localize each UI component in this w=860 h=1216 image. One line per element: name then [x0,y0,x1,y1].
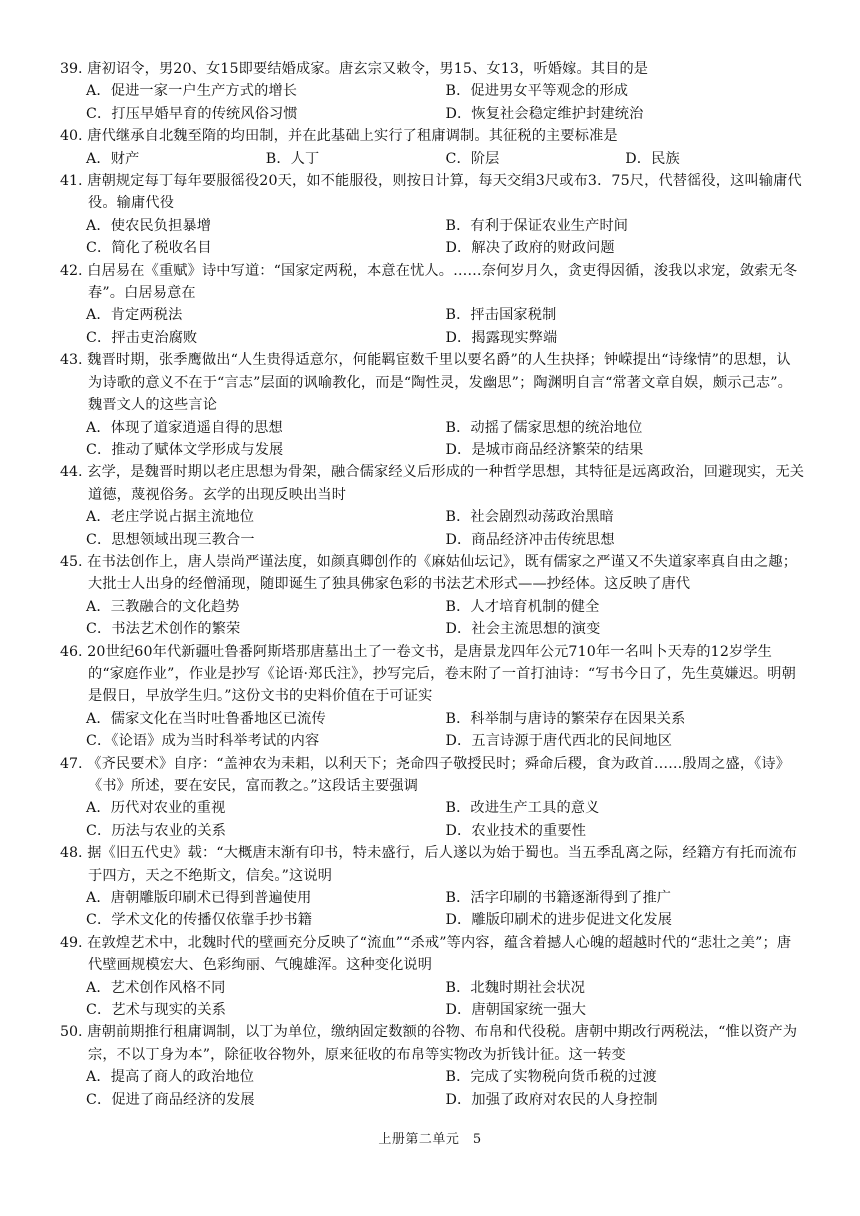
question-number: 48. [60,845,83,862]
option-list [60,148,805,170]
option-b: B．社会剧烈动荡政治黑暗 [445,509,614,526]
option-list [60,80,805,125]
question-stem [60,1021,805,1066]
option-a: A．儒家文化在当时吐鲁番地区已流传 [86,710,326,727]
option-list [60,304,805,349]
question-43 [60,349,805,461]
option-b: B．改进生产工具的意义 [445,800,600,817]
question-number: 50. [60,1024,83,1041]
option-b: B．有利于保证农业生产时间 [445,217,629,234]
option-d: D．唐朝国家统一强大 [445,1002,587,1019]
option-c: C．书法艺术创作的繁荣 [86,621,241,638]
option-b: B．活字印刷的书籍逐渐得到了推广 [445,890,672,907]
question-text: 《齐民要术》自序：“盖神农为耒耜，以利天下；尧命四子敬授民时；舜命后稷，食为政首……殷周之盛，《诗》《书》所述，要在安民，富而教之。”这段话主要强调 [87,755,791,794]
question-45 [60,551,805,641]
question-text: 据《旧五代史》载：“大概唐末渐有印书，特未盛行，后人遂以为始于蜀也。当五季乱离之际，经籍方有托而流布于四方，天之不绝斯文，信矣。”这说明 [87,845,798,884]
question-number: 41. [60,173,83,190]
question-text: 唐朝规定每丁每年要服徭役20天，如不能服役，则按日计算，每天交绢3尺或布3．75尺，代替徭役，这叫输庸代役。输庸代役 [87,173,802,212]
question-number: 40. [60,128,83,145]
question-stem [60,349,805,416]
question-stem [60,842,805,887]
question-stem [60,260,805,305]
option-c: C．思想领域出现三教合一 [86,531,255,548]
option-a: A．体现了道家逍遥自得的思想 [86,419,283,436]
option-d: D．揭露现实弊端 [445,329,558,346]
option-a: A．历代对农业的重视 [86,800,226,817]
question-stem [60,170,805,215]
option-a: A．使农民负担暴增 [86,217,212,234]
option-list [60,417,805,462]
question-text: 在书法创作上，唐人崇尚严谨法度，如颜真卿创作的《麻姑仙坛记》，既有儒家之严谨又不失道家率真自由之趣；大批士人出身的经僧涌现，随即诞生了独具佛家色彩的书法艺术形式——抄经体。这反映了唐代 [87,553,798,593]
question-text: 唐代继承自北魏至隋的均田制，并在此基础上实行了租庸调制。其征税的主要标准是 [87,128,618,145]
question-number: 49. [60,934,83,951]
option-list [60,215,805,260]
option-b: B．完成了实物税向货币税的过渡 [445,1069,657,1086]
option-c: C．学术文化的传播仅依靠手抄书籍 [86,912,313,929]
question-46 [60,641,805,753]
option-a: A．财产 [86,150,140,167]
question-number: 47. [60,755,83,772]
option-d: D．解决了政府的财政问题 [445,240,615,257]
option-b: B．人才培育机制的健全 [445,598,600,615]
option-a: A．肯定两税法 [86,307,183,324]
question-text: 唐朝前期推行租庸调制，以丁为单位，缴纳固定数额的谷物、布帛和代役税。唐朝中期改行两税法，“惟以资产为宗，不以丁身为本”，除征收谷物外，原来征收的布帛等实物改为折钱计征。这一转变 [87,1024,798,1063]
option-c: C．打压早婚早育的传统风俗习惯 [86,105,298,122]
question-41 [60,170,805,260]
option-c: C．简化了税收名目 [86,240,212,257]
option-d: D．农业技术的重要性 [445,822,587,839]
option-a: A．提高了商人的政治地位 [86,1069,255,1086]
question-number: 43. [60,352,83,369]
option-list [60,797,805,842]
option-c: C．推动了赋体文学形成与发展 [86,441,284,458]
question-number: 44. [60,464,83,481]
option-d: D．社会主流思想的演变 [445,621,601,638]
question-stem [60,641,805,708]
option-c: C．艺术与现实的关系 [86,1002,227,1019]
question-number: 46. [60,643,83,660]
option-b: B．人丁 [265,150,320,167]
question-49 [60,932,805,1022]
option-list [60,506,805,551]
option-a: A．三教融合的文化趋势 [86,598,240,615]
option-a: A．艺术创作风格不同 [86,979,226,996]
option-b: B．动摇了儒家思想的统治地位 [445,419,643,436]
option-list [60,887,805,932]
option-c: C．《论语》成为当时科举考试的内容 [86,733,320,750]
question-stem [60,58,805,80]
option-c: C．历法与农业的关系 [86,822,227,839]
question-stem [60,551,805,596]
question-40 [60,125,805,170]
question-stem [60,461,805,506]
question-text: 20世纪60年代新疆吐鲁番阿斯塔那唐墓出土了一卷文书，是唐景龙四年公元710年一名叫卜天寿的12岁学生的“家庭作业”，作业是抄写《论语·郑氏注》，抄写完后，卷末附了一首打油诗：“写书今日了，先生莫嫌迟。明朝是假日，早放学生归。”这份文书的史料价值在于可证实 [87,643,796,705]
option-b: B．科举制与唐诗的繁荣存在因果关系 [445,710,686,727]
question-text: 魏晋时期，张季鹰做出“人生贵得适意尔，何能羁宦数千里以要名爵”的人生抉择；钟嵘提出“诗缘情”的思想，认为诗歌的意义不在于“言志”层面的讽喻教化，而是“陶性灵，发幽思”；陶渊明自言“常著文章自娱，颇示己志”。魏晋文人的这些言论 [87,352,792,414]
option-list [60,977,805,1022]
question-44 [60,461,805,551]
question-47 [60,753,805,843]
option-c: C．抨击吏治腐败 [86,329,198,346]
question-text: 白居易在《重赋》诗中写道：“国家定两税，本意在忧人。……奈何岁月久，贪吏得因循，浚我以求宠，敛索无冬春”。白居易意在 [87,262,798,302]
question-42 [60,260,805,350]
question-50 [60,1021,805,1111]
option-a: A．唐朝雕版印刷术已得到普遍使用 [86,890,312,907]
option-b: B．抨击国家税制 [445,307,557,324]
option-c: C．阶层 [445,150,500,167]
option-d: D．五言诗源于唐代西北的民间地区 [445,733,673,750]
option-b: B．促进男女平等观念的形成 [445,83,629,100]
question-stem [60,932,805,977]
option-d: D．民族 [625,150,680,167]
question-39 [60,58,805,125]
option-c: C．促进了商品经济的发展 [86,1091,255,1108]
option-list [60,1066,805,1111]
question-list [60,58,805,1111]
question-text: 在敦煌艺术中，北魏时代的壁画充分反映了“流血”“杀戒”等内容，蕴含着撼人心魄的超越时代的“悲壮之美”；唐代壁画规模宏大、色彩绚丽、气魄雄浑。这种变化说明 [87,934,792,974]
option-d: D．恢复社会稳定维护封建统治 [445,105,644,122]
option-d: D．商品经济冲击传统思想 [445,531,615,548]
question-text: 唐初诏令，男20、女15即要结婚成家。唐玄宗又敕令，男15、女13，听婚嫁。其目的是 [87,61,649,77]
option-list [60,708,805,753]
question-number: 45. [60,553,83,570]
option-a: A．促进一家一户生产方式的增长 [86,83,298,100]
page-footer: 上册第二单元 5 [378,1132,482,1147]
option-d: D．是城市商品经济繁荣的结果 [445,441,644,458]
question-number: 42. [60,262,83,279]
question-48 [60,842,805,932]
option-list [60,596,805,641]
question-stem [60,753,805,798]
question-stem [60,125,805,147]
option-a: A．老庄学说占据主流地位 [86,509,255,526]
question-number: 39. [60,61,83,77]
option-d: D．加强了政府对农民的人身控制 [445,1091,658,1108]
option-d: D．雕版印刷术的进步促进文化发展 [445,912,673,929]
question-text: 玄学，是魏晋时期以老庄思想为骨架，融合儒家经义后形成的一种哲学思想，其特征是远离政治，回避现实，无关道德，蔑视俗务。玄学的出现反映出当时 [87,464,805,503]
option-b: B．北魏时期社会状况 [445,979,586,996]
